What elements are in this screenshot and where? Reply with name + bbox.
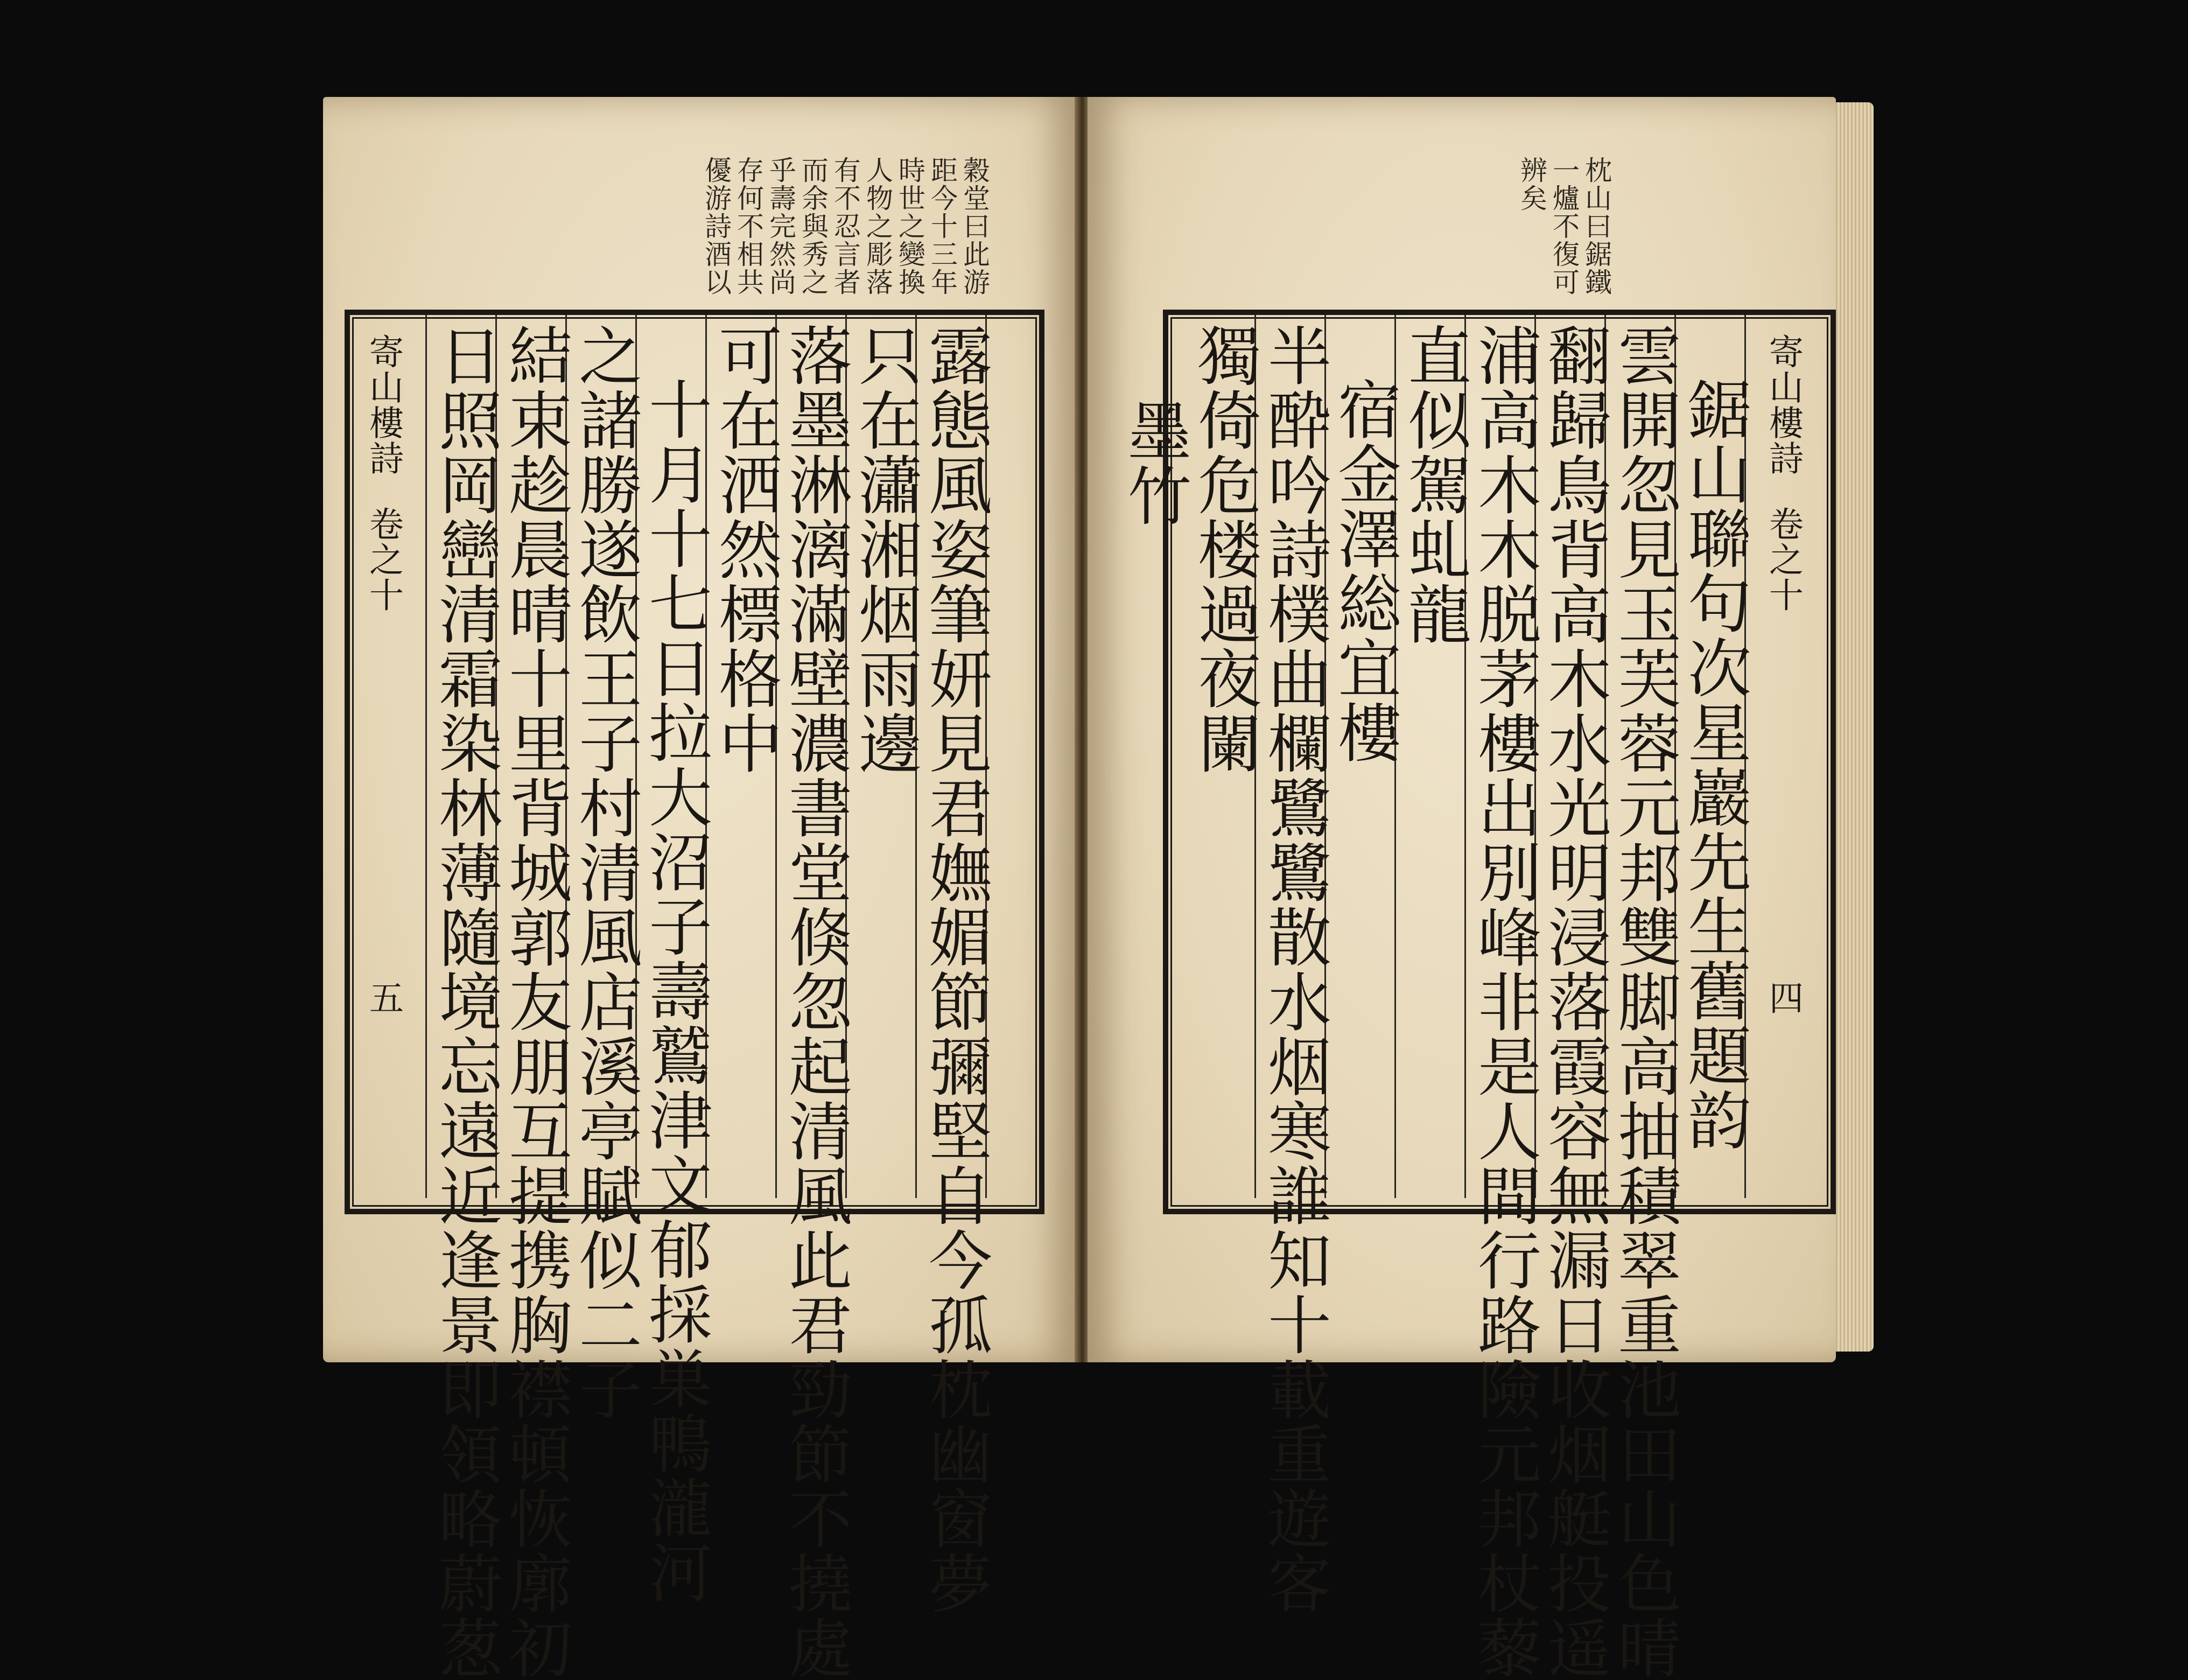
right-margin-title: 寄山樓詩 [1763, 334, 1803, 476]
right-header-note-col: 辨矣 [1516, 156, 1547, 212]
text-column: 露態風姿筆妍見君嫵媚節彌堅自今孤枕幽窗夢 [918, 323, 992, 1615]
text-column: 墨竹 [1117, 398, 1191, 528]
text-column: 日照岡巒清霜染林薄隨境忘遠近逢景即領略蔚葱 [428, 323, 502, 1680]
text-column: 落墨淋漓滿壁濃書堂倏忽起清風此君勁節不撓處 [778, 323, 852, 1680]
left-header-note-col: 距今十三年 [927, 156, 958, 296]
left-margin-volume: 卷之十 [363, 506, 403, 613]
left-header-note-col: 人物之彫落 [862, 156, 893, 296]
left-header-note-col: 時世之變換 [894, 156, 925, 296]
text-column: 獨倚危楼過夜闌 [1187, 323, 1261, 775]
left-margin-title: 寄山樓詩 [363, 334, 403, 476]
right-header-note-col: 枕山曰鋸鐵 [1581, 156, 1612, 296]
left-header-note-col: 穀堂曰此游 [959, 156, 990, 296]
left-header-note-col: 乎壽完然尚 [765, 156, 796, 296]
text-column: 之諸勝遂飲王子村清風店溪亭賦似二子 [568, 323, 642, 1422]
left-header-note-col: 存何不相共 [733, 156, 764, 296]
text-column: 鋸山聯句次星巖先生舊題韵 [1677, 377, 1751, 1152]
text-column: 半酔吟詩樸曲欄鷺鷺散水烟寒誰知十載重遊客 [1257, 323, 1331, 1615]
text-column: 宿金澤総宜樓 [1327, 377, 1401, 765]
text-column: 直似駕虬龍 [1397, 323, 1471, 646]
text-column: 可在洒然標格中 [708, 323, 782, 775]
text-column: 結束趁晨晴十里背城郭友朋互提携胸襟頓恢廓初 [498, 323, 572, 1680]
text-column: 翻歸鳥背高木水光明浸落霞容無漏日收烟艇投遥 [1537, 323, 1611, 1680]
text-column: 浦高木木脱茅樓出別峰非是人間行路險元邦杖藜 [1467, 323, 1541, 1680]
left-header-note-col: 有不忍言者 [830, 156, 861, 296]
text-column: 只在瀟湘烟雨邊 [848, 323, 922, 775]
left-header-note-col: 優游詩酒以 [700, 156, 732, 296]
open-book [323, 97, 1857, 1680]
text-column: 十月十七日拉大沼子壽鷲津文郁採巣鴨瀧河 [638, 377, 712, 1605]
right-header-note-col: 一爐不復可 [1548, 156, 1580, 296]
right-margin-volume: 卷之十 [1763, 506, 1803, 613]
right-margin-page: 四 [1763, 980, 1803, 1016]
page-edges [1836, 102, 1874, 1352]
left-margin-page: 五 [363, 980, 403, 1016]
left-header-note-col: 而余與秀之 [797, 156, 829, 296]
left-margin-rule [425, 315, 427, 1198]
text-column: 雲開忽見玉芙蓉元邦雙脚高抽積翠重池田山色晴 [1607, 323, 1681, 1680]
